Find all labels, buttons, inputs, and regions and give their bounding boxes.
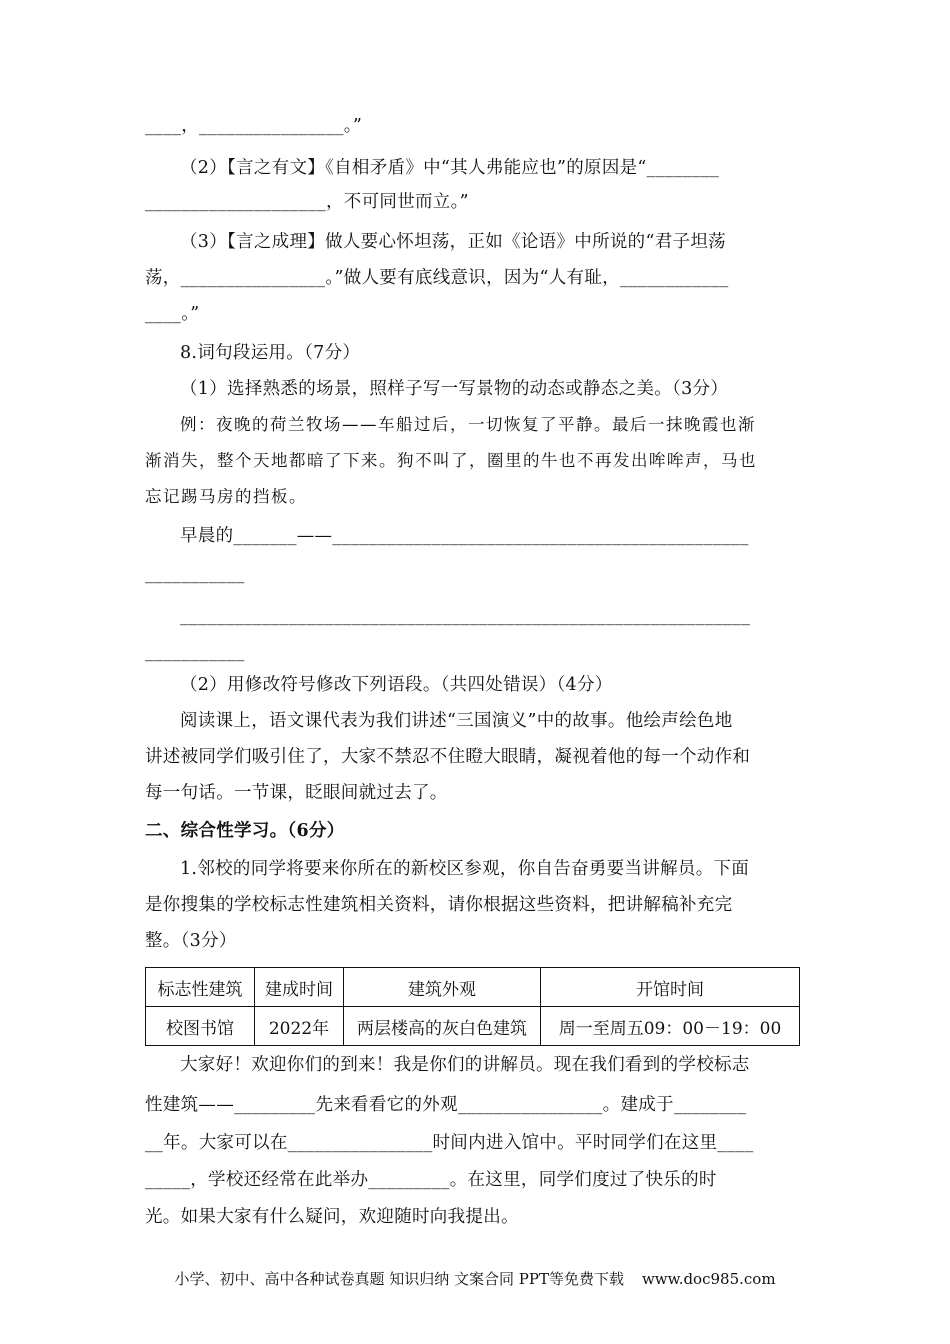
text-line: 荡，________________。”做人要有底线意识，因为“人有耻，____________ [145,268,729,288]
example-text: 例：夜晚的荷兰牧场——车船过后，一切恢复了平静。最后一抹晚霞也渐 [180,415,756,434]
question-8-2: （2）用修改符号修改下列语段。（共四处错误）（4分） [180,675,613,695]
answer-line: ___________ [145,642,245,662]
answer-line: 早晨的_______——______________________________________________ [180,526,749,546]
question-text: 1.邻校的同学将要来你所在的新校区参观，你自告奋勇要当讲解员。下面 [180,859,750,879]
question-8-1: （1）选择熟悉的场景，照样子写一写景物的动态或静态之美。（3分） [180,379,729,399]
table-header: 开馆时间 [541,968,800,1007]
footer-url[interactable]: www.doc985.com [641,1270,776,1288]
question-text: 是你搜集的学校标志性建筑相关资料，请你根据这些资料，把讲解稿补充完 [145,895,733,915]
table-row [146,1007,800,1046]
fill-in-paragraph: 大家好！欢迎你们的到来！我是你们的讲解员。现在我们看到的学校标志 [180,1055,750,1075]
building-info-table [145,967,800,1046]
table-cell: 周一至周五09：00－19：00 [541,1007,800,1046]
question-7-2: （2）【言之有文】《自相矛盾》中“其人弗能应也”的原因是“________ [180,158,720,178]
text-line: ____，________________。” [145,116,363,136]
paragraph-text: 每一句话。一节课，眨眼间就过去了。 [145,783,448,803]
text-line: ____。” [145,304,200,324]
question-7-3: （3）【言之成理】做人要心怀坦荡，正如《论语》中所说的“君子坦荡 [180,232,726,252]
table-header-row [146,968,800,1007]
question-8-heading: 8.词句段运用。（7分） [180,343,361,363]
example-text: 渐消失，整个天地都暗了下来。狗不叫了，圈里的牛也不再发出哞哞声，马也 [145,451,757,470]
paragraph-text: 阅读课上，语文课代表为我们讲述“三国演义”中的故事。他绘声绘色地 [180,711,733,731]
table-header: 标志性建筑 [146,968,255,1007]
table-header: 建成时间 [255,968,344,1007]
question-text: 整。（3分） [145,931,237,951]
fill-in-paragraph: 光。如果大家有什么疑问，欢迎随时向我提出。 [145,1207,519,1227]
paragraph-text: 讲述被同学们吸引住了，大家不禁忍不住瞪大眼睛，凝视着他的每一个动作和 [145,747,751,767]
table-cell: 校图书馆 [146,1007,255,1046]
fill-in-paragraph: 性建筑——_________先来看看它的外观________________。建成于________ [145,1095,747,1115]
example-text: 忘记踢马房的挡板。 [145,487,307,506]
table-cell: 两层楼高的灰白色建筑 [344,1007,541,1046]
answer-line: _______________________________________________________________ [180,606,751,626]
fill-in-paragraph: __年。大家可以在________________时间内进入馆中。平时同学们在这里____ [145,1133,754,1153]
fill-in-paragraph: _____，学校还经常在此举办_________。在这里，同学们度过了快乐的时 [145,1170,717,1190]
section-2-heading: 二、综合性学习。（6分） [145,821,345,841]
page-footer [0,1268,950,1289]
answer-line: ___________ [145,564,245,584]
table-cell: 2022年 [255,1007,344,1046]
footer-text: 小学、初中、高中各种试卷真题 知识归纳 文案合同 PPT等免费下载 [174,1270,624,1288]
table-header: 建筑外观 [344,968,541,1007]
text-line: ____________________，不可同世而立。” [145,192,469,212]
